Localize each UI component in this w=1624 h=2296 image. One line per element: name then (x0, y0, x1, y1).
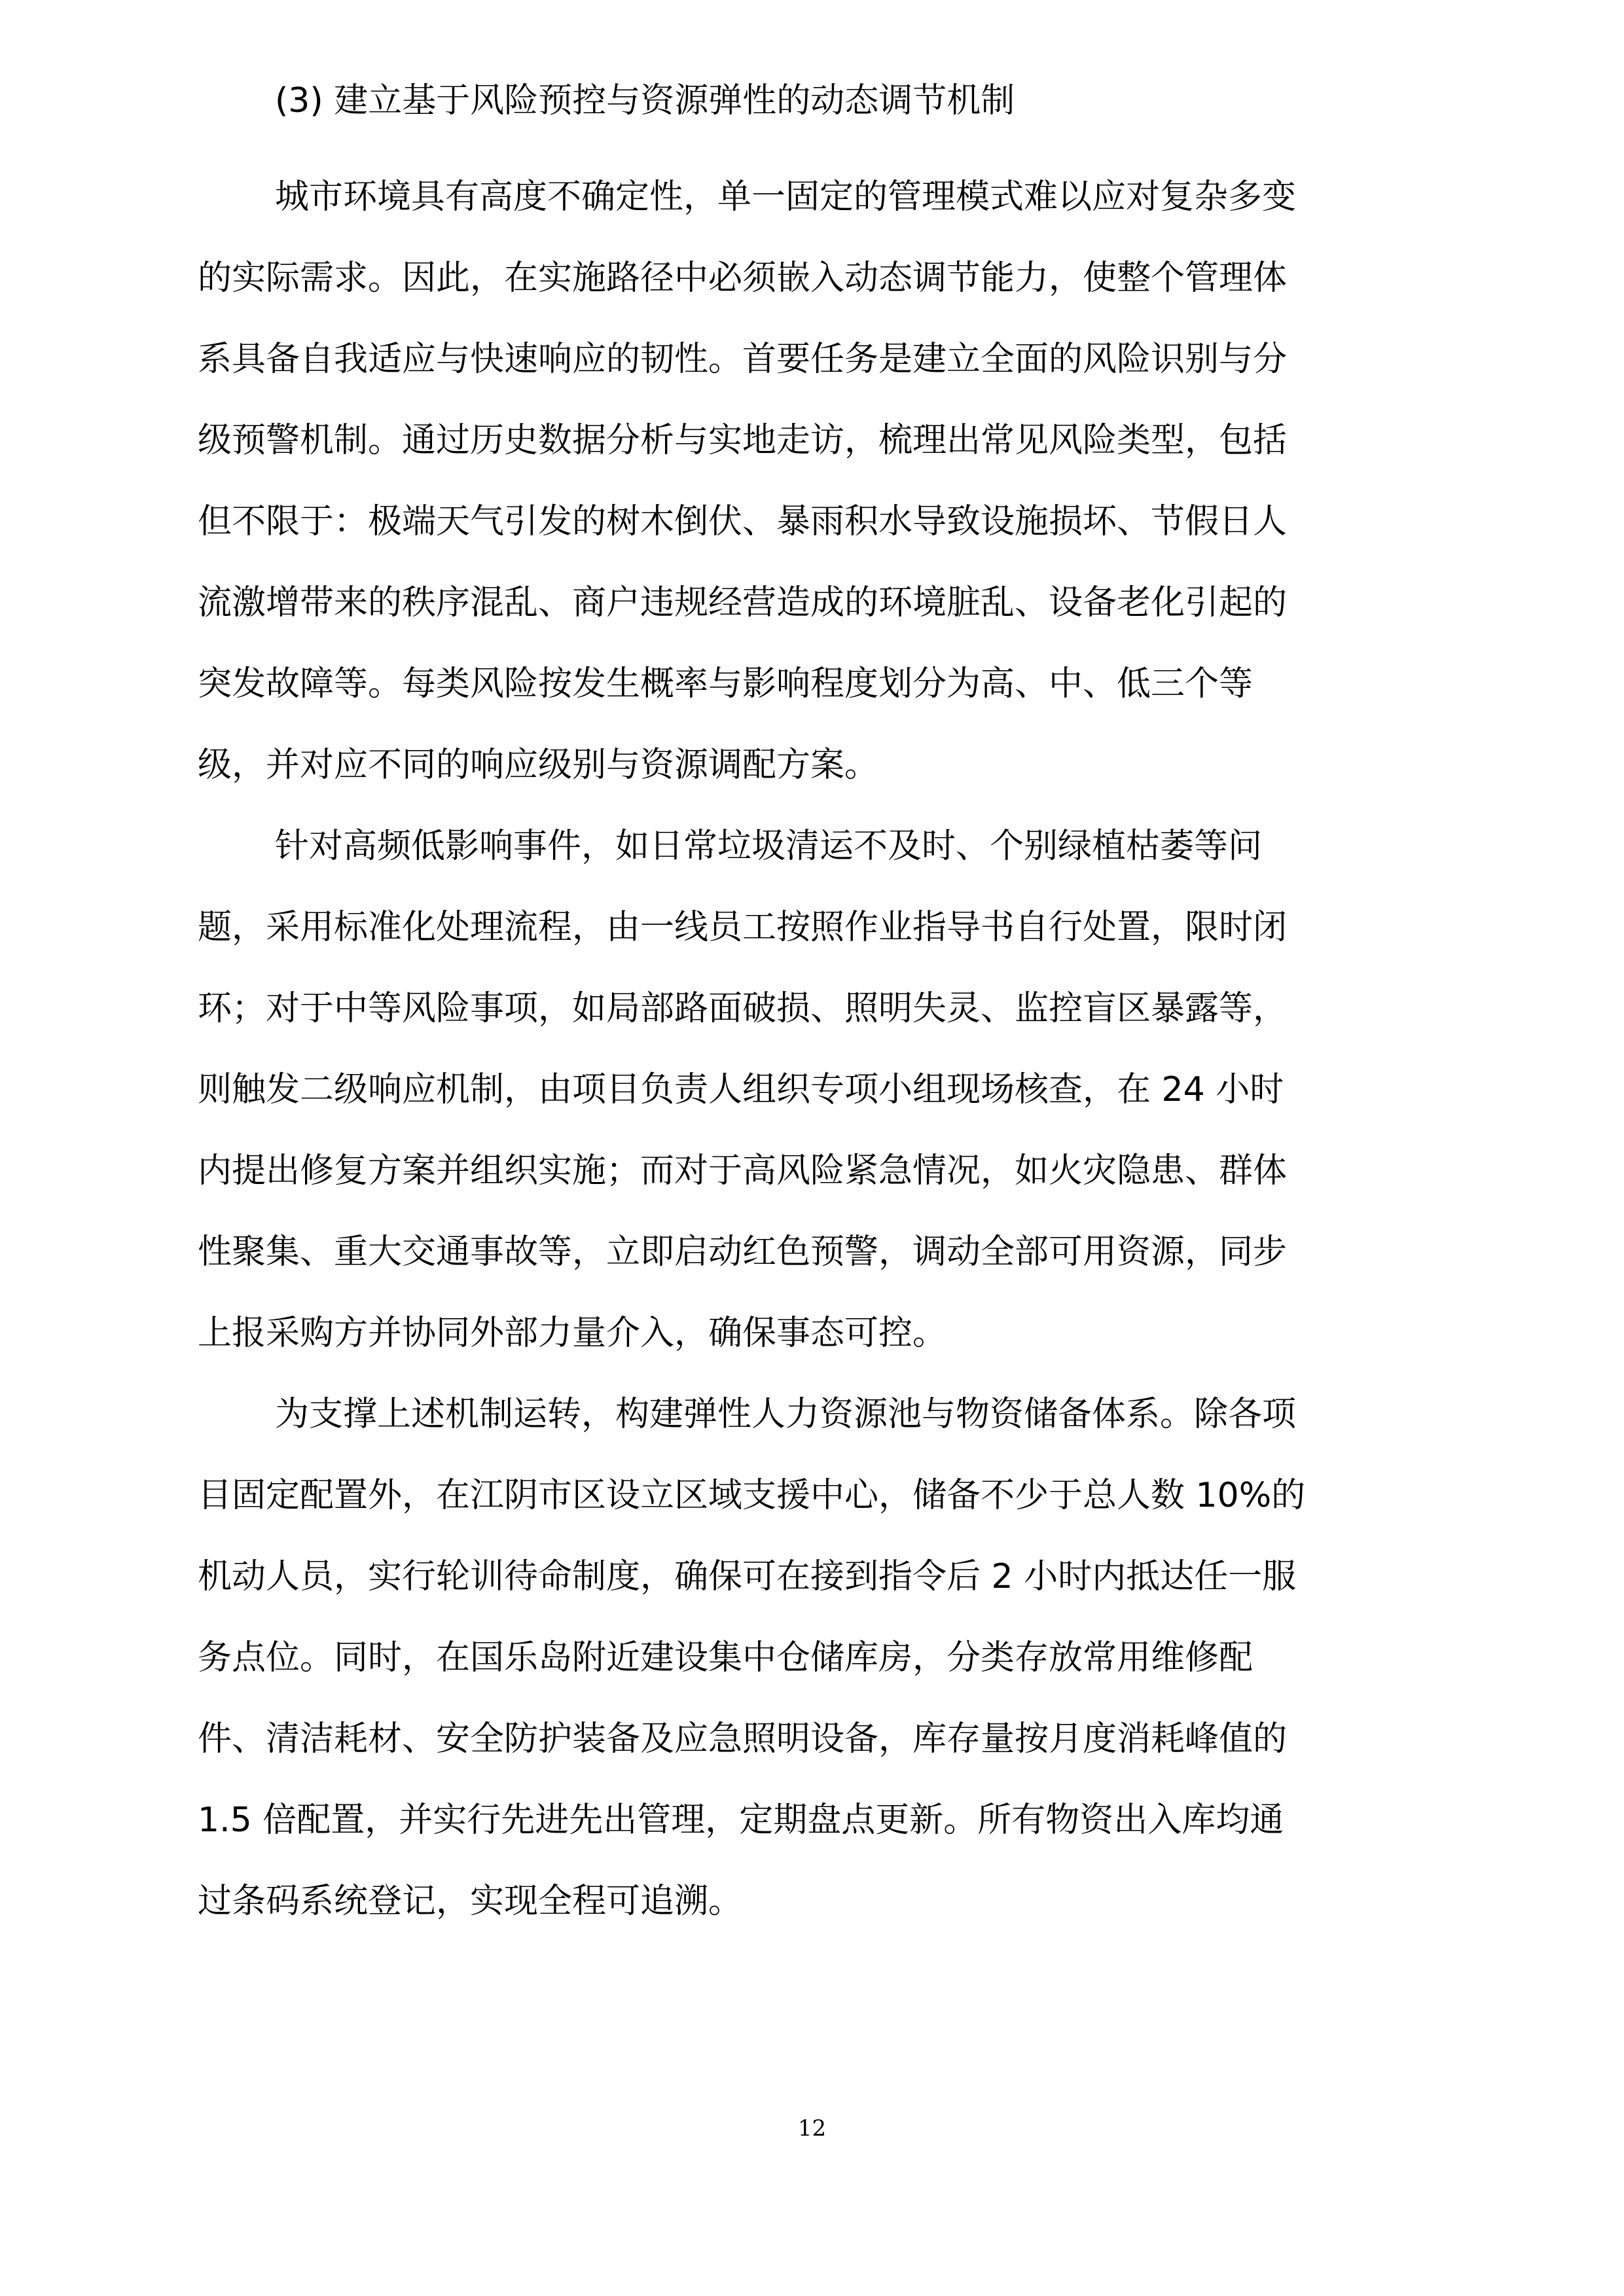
paragraph-line: 针对高频低影响事件，如日常垃圾清运不及时、个别绿植枯萎等问 (275, 827, 1263, 866)
paragraph-line: 为支撑上述机制运转，构建弹性人力资源池与物资储备体系。除各项 (275, 1395, 1297, 1434)
paragraph-line: 级，并对应不同的响应级别与资源调配方案。 (198, 745, 879, 785)
paragraph-line: 性聚集、重大交通事故等，立即启动红色预警，调动全部可用资源，同步 (198, 1232, 1288, 1272)
paragraph-line: 城市环境具有高度不确定性，单一固定的管理模式难以应对复杂多变 (275, 177, 1297, 217)
paragraph-line: 件、清洁耗材、安全防护装备及应急照明设备，库存量按月度消耗峰值的 (198, 1719, 1288, 1759)
paragraph-line: 则触发二级响应机制，由项目负责人组织专项小组现场核查，在 24 小时 (198, 1070, 1284, 1109)
paragraph-line: 的实际需求。因此，在实施路径中必须嵌入动态调节能力，使整个管理体 (198, 259, 1288, 298)
paragraph-line: 流激增带来的秩序混乱、商户违规经营造成的环境脏乱、设备老化引起的 (198, 583, 1288, 622)
paragraph-line: 题，采用标准化处理流程，由一线员工按照作业指导书自行处置，限时闭 (198, 908, 1288, 947)
paragraph-line: 过条码系统登记，实现全程可追溯。 (198, 1882, 743, 1921)
paragraph-line: 突发故障等。每类风险按发生概率与影响程度划分为高、中、低三个等 (198, 664, 1254, 704)
page-number: 12 (797, 2115, 827, 2142)
paragraph-line: 内提出修复方案并组织实施；而对于高风险紧急情况，如火灾隐患、群体 (198, 1151, 1288, 1191)
paragraph-line: 上报采购方并协同外部力量介入，确保事态可控。 (198, 1314, 947, 1353)
paragraph-line: 但不限于：极端天气引发的树木倒伏、暴雨积水导致设施损坏、节假日人 (198, 502, 1288, 541)
paragraph-line: 级预警机制。通过历史数据分析与实地走访，梳理出常见风险类型，包括 (198, 421, 1288, 460)
section-heading: (3) 建立基于风险预控与资源弹性的动态调节机制 (275, 81, 1015, 120)
paragraph-line: 务点位。同时，在国乐岛附近建设集中仓储库房，分类存放常用维修配 (198, 1638, 1254, 1677)
paragraph-line: 环；对于中等风险事项，如局部路面破损、照明失灵、监控盲区暴露等， (198, 989, 1288, 1028)
paragraph-line: 系具备自我适应与快速响应的韧性。首要任务是建立全面的风险识别与分 (198, 340, 1288, 379)
paragraph-line: 机动人员，实行轮训待命制度，确保可在接到指令后 2 小时内抵达任一服 (198, 1557, 1297, 1596)
paragraph-line: 目固定配置外，在江阴市区设立区域支援中心，储备不少于总人数 10%的 (198, 1476, 1306, 1515)
paragraph-line: 1.5 倍配置，并实行先进先出管理，定期盘点更新。所有物资出入库均通 (198, 1801, 1284, 1840)
